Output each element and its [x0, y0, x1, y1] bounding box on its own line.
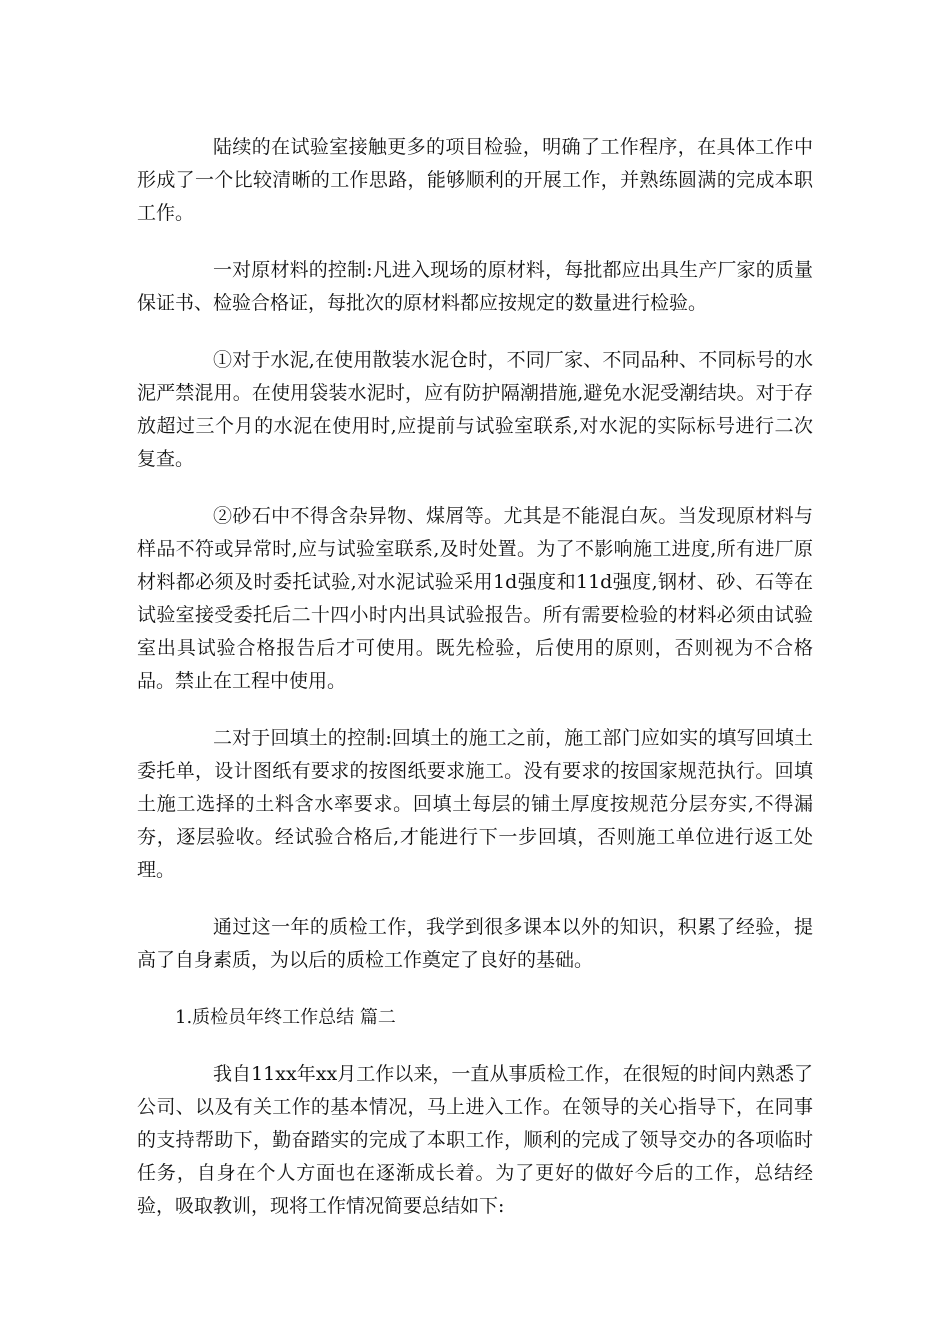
paragraph-intro-part-two: 我自11xx年xx月工作以来，一直从事质检工作，在很短的时间内熟悉了公司、以及有关工作的基本情况，马上进入工作。在领导的关心指导下，在同事的支持帮助下，勤奋踏实的完成了本职工作，顺利的完成了领导交办的各项临时任务，自身在个人方面也在逐渐成长着。为了更好的做好今后的工作，总结经验，吸取教训，现将工作情况简要总结如下:	[137, 1063, 813, 1217]
document-page	[137, 131, 813, 1247]
paragraph-gravel: ②砂石中不得含杂异物、煤屑等。尤其是不能混白灰。当发现原材料与样品不符或异常时,应与试验室联系,及时处置。为了不影响施工进度,所有进厂原材料都必须及时委托试验,对水泥试验采用1d强度和11d强度,钢材、砂、石等在试验室接受委托后二十四小时内出具试验报告。所有需要检验的材料必须由试验室出具试验合格报告后才可使用。既先检验，后使用的原则，否则视为不合格品。禁止在工程中使用。	[137, 505, 813, 692]
paragraph-summary: 通过这一年的质检工作，我学到很多课本以外的知识，积累了经验，提高了自身素质，为以后的质检工作奠定了良好的基础。	[137, 916, 813, 971]
paragraph-raw-material-control: 一对原材料的控制:凡进入现场的原材料，每批都应出具生产厂家的质量保证书、检验合格证，每批次的原材料都应按规定的数量进行检验。	[137, 259, 813, 314]
paragraph-backfill: 二对于回填土的控制:回填土的施工之前，施工部门应如实的填写回填土委托单，设计图纸有要求的按图纸要求施工。没有要求的按国家规范执行。回填土施工选择的土料含水率要求。回填土每层的铺土厚度按规范分层夯实,不得漏夯，逐层验收。经试验合格后,才能进行下一步回填，否则施工单位进行返工处理。	[137, 727, 813, 881]
paragraph-cement: ①对于水泥,在使用散装水泥仓时，不同厂家、不同品种、不同标号的水泥严禁混用。在使用袋装水泥时，应有防护隔潮措施,避免水泥受潮结块。对于存放超过三个月的水泥在使用时,应提前与试验室联系,对水泥的实际标号进行二次复查。	[137, 349, 813, 470]
section-heading: 1.质检员年终工作总结 篇二	[175, 1007, 396, 1028]
paragraph-lab-work: 陆续的在试验室接触更多的项目检验，明确了工作程序，在具体工作中形成了一个比较清晰的工作思路，能够顺利的开展工作，并熟练圆满的完成本职工作。	[137, 136, 813, 224]
